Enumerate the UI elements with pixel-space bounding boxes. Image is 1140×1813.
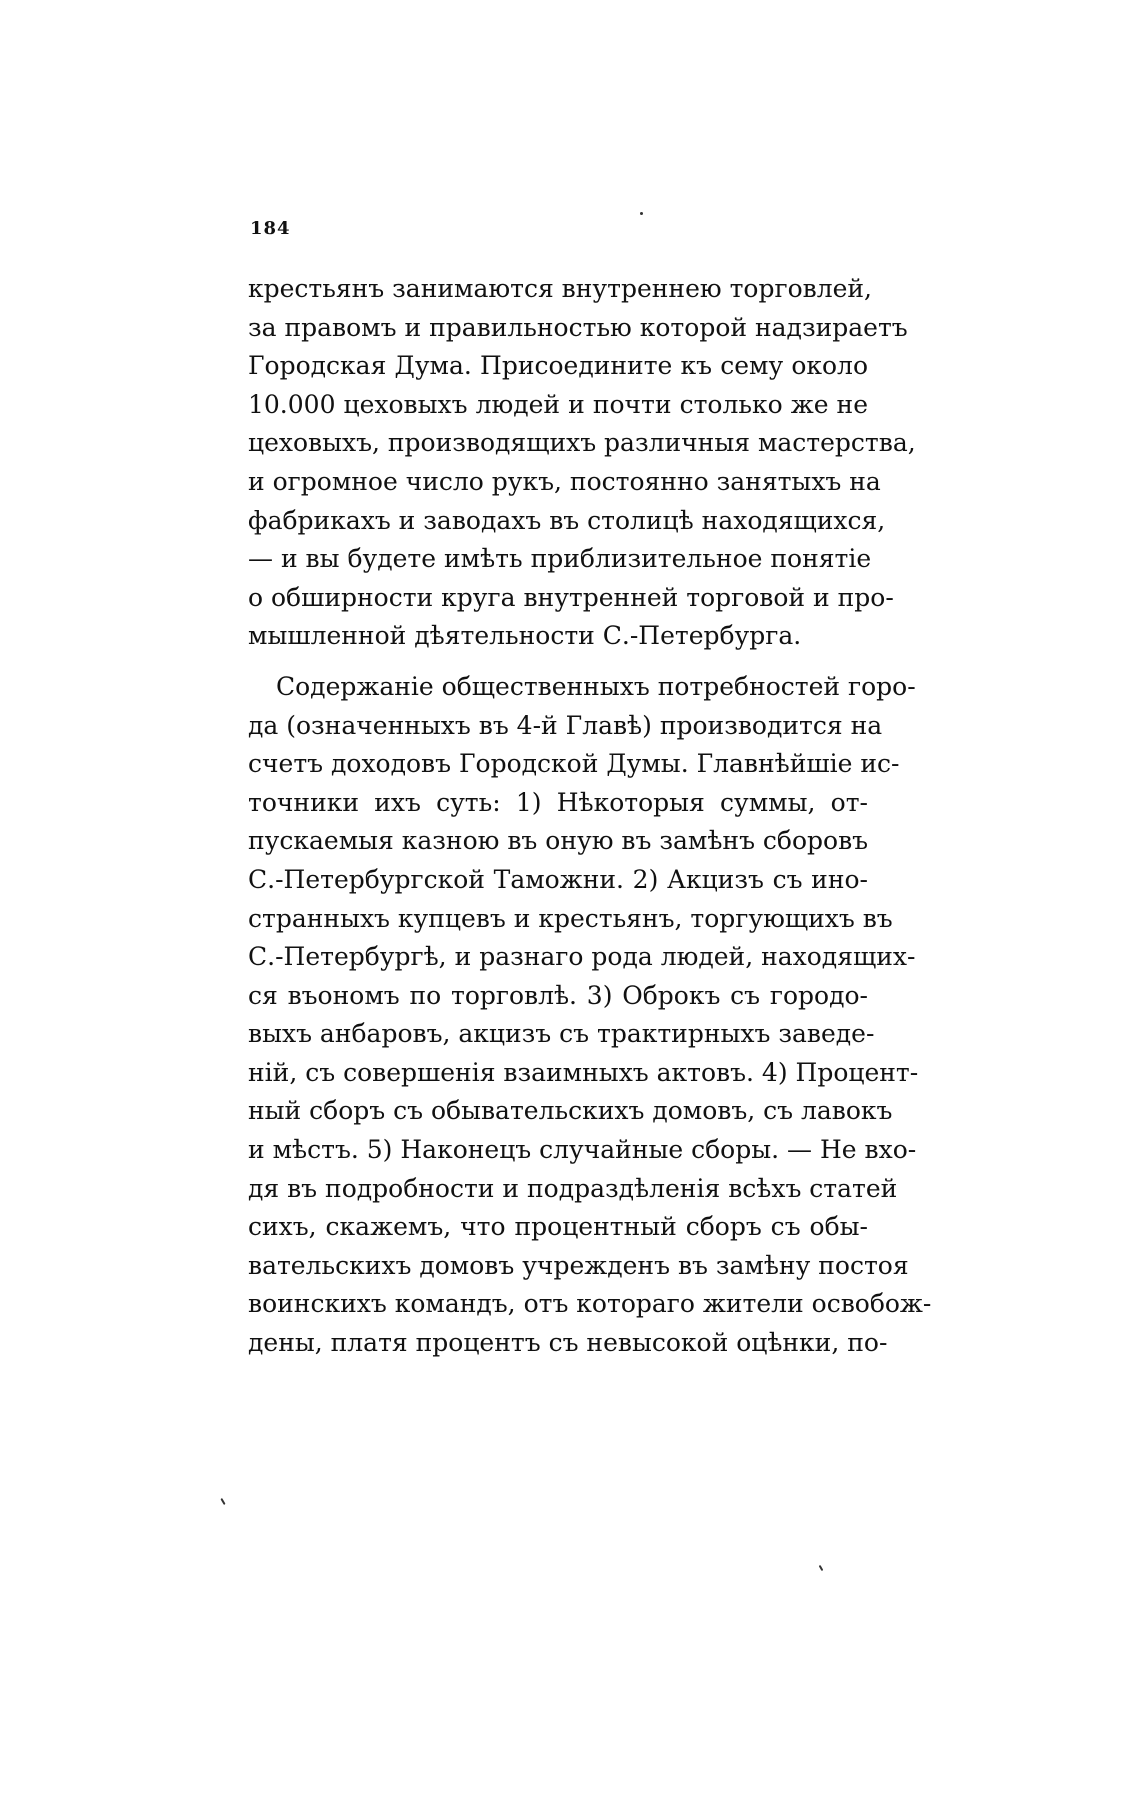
- print-speck: [819, 1565, 824, 1571]
- text-line: Содержаніе общественныхъ потребностей горо-: [276, 671, 916, 701]
- text-line: выхъ анбаровъ, акцизъ съ трактирныхъ заведе-: [248, 1019, 875, 1049]
- text-line: С.-Петербургской Таможни. 2) Акцизъ съ ино-: [248, 864, 868, 894]
- print-speck: [220, 1498, 225, 1505]
- text-line: о обширности круга внутренней торговой и про-: [248, 582, 894, 612]
- text-line: счетъ доходовъ Городской Думы. Главнѣйшіе ис-: [248, 749, 900, 779]
- text-line: вательскихъ домовъ учрежденъ въ замѣну постоя: [248, 1250, 909, 1280]
- print-speck: [640, 212, 643, 215]
- text-line: сихъ, скажемъ, что процентный сборъ съ обы-: [248, 1212, 868, 1242]
- text-line: дены, платя процентъ съ невысокой оцѣнки, по-: [248, 1328, 888, 1358]
- text-line: ся въономъ по торговлѣ. 3) Оброкъ съ городо-: [248, 980, 868, 1010]
- text-line: Городская Дума. Присоедините къ сему около: [248, 351, 868, 381]
- text-line: дя въ подробности и подраздѣленія всѣхъ статей: [248, 1173, 898, 1203]
- text-line: и мѣстъ. 5) Наконецъ случайные сборы. — Не вхо-: [248, 1135, 917, 1165]
- text-line: цеховыхъ, производящихъ различныя мастерства,: [248, 428, 916, 458]
- paragraph-2: [248, 668, 932, 1363]
- body-text: [248, 270, 932, 1363]
- text-line: ный сборъ съ обывательскихъ домовъ, съ лавокъ: [248, 1096, 893, 1126]
- text-line: мышленной дѣятельности С.-Петербурга.: [248, 621, 802, 651]
- text-line: точники ихъ суть: 1) Нѣкоторыя суммы, от-: [248, 787, 868, 817]
- paragraph-1: [248, 270, 916, 656]
- text-line: странныхъ купцевъ и крестьянъ, торгующихъ въ: [248, 903, 893, 933]
- text-line: за правомъ и правильностью которой надзираетъ: [248, 312, 908, 342]
- text-line: — и вы будете имѣть приблизительное понятіе: [248, 544, 872, 574]
- text-line: 10.000 цеховыхъ людей и почти столько же не: [248, 389, 868, 419]
- text-line: ній, съ совершенія взаимныхъ актовъ. 4) Процент-: [248, 1057, 919, 1087]
- text-line: фабрикахъ и заводахъ въ столицѣ находящихся,: [248, 505, 886, 535]
- text-line: крестьянъ занимаются внутреннею торговлей,: [248, 274, 872, 303]
- text-line: и огромное число рукъ, постоянно занятыхъ на: [248, 466, 881, 496]
- text-line: пускаемыя казною въ оную въ замѣнъ сборовъ: [248, 826, 869, 856]
- text-line: С.-Петербургѣ, и разнаго рода людей, находящих-: [248, 942, 916, 972]
- page-number: 184: [250, 218, 291, 239]
- text-line: да (означенныхъ въ 4-й Главѣ) производится на: [248, 710, 883, 740]
- text-line: воинскихъ командъ, отъ котораго жители освобож-: [248, 1289, 932, 1319]
